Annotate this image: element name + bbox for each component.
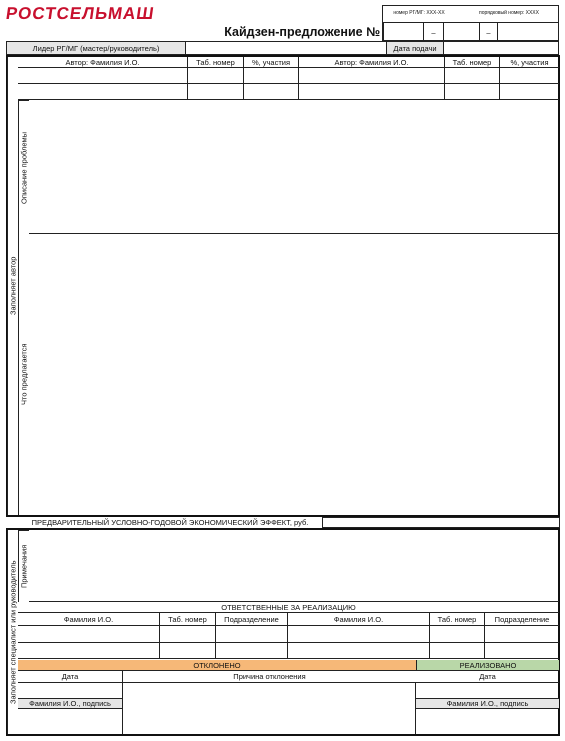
- seq-number-label: порядковый номер: ХХХХ: [479, 10, 539, 16]
- responsible-header-dept-2: Подразделение: [484, 613, 559, 626]
- responsible-row-2[interactable]: [18, 643, 559, 659]
- implemented-signature-label: Фамилия И.О., подпись: [416, 698, 559, 709]
- responsible-row-1[interactable]: [18, 626, 559, 643]
- authors-header-percent-1: %, участия: [243, 57, 298, 68]
- company-logo: РОСТСЕЛЬМАШ: [4, 4, 156, 23]
- authors-divider-4: [444, 68, 445, 100]
- implemented-banner: РЕАЛИЗОВАНО: [416, 660, 559, 671]
- responsible-divider-3: [287, 626, 288, 659]
- rejected-date-field[interactable]: [18, 683, 123, 698]
- seq-number-field[interactable]: [497, 22, 559, 41]
- authors-header-tab-1: Таб. номер: [187, 57, 243, 68]
- economic-effect-label: ПРЕДВАРИТЕЛЬНЫЙ УСЛОВНО-ГОДОВОЙ ЭКОНОМИЧЕСКИЙ ЭФФЕКТ, руб.: [31, 518, 309, 527]
- authors-divider-2: [243, 68, 244, 100]
- rejected-date-label: Дата: [18, 671, 123, 683]
- reg-number-label: номер РГ/МГ: ХХХ-ХХ: [393, 10, 445, 16]
- notes-label: Примечания: [18, 530, 29, 602]
- authors-divider-5: [499, 68, 500, 100]
- reg-number-field-1[interactable]: [383, 22, 423, 41]
- reg-number-field-2[interactable]: [443, 22, 479, 41]
- submission-date-label: Дата подачи: [386, 41, 444, 55]
- authors-row-2[interactable]: [18, 84, 559, 100]
- proposal-label: Что предлагается: [18, 234, 29, 515]
- implemented-date-field[interactable]: [416, 683, 559, 698]
- rejection-reason-label: Причина отклонения: [123, 671, 416, 683]
- proposal-field[interactable]: [29, 234, 559, 515]
- rejected-banner: ОТКЛОНЕНО: [18, 660, 416, 671]
- authors-divider-3: [298, 68, 299, 100]
- filled-by-specialist-label: Заполняет специалист или руководитель: [7, 530, 18, 734]
- responsible-divider-4: [429, 626, 430, 659]
- problem-description-label: Описание проблемы: [18, 100, 29, 234]
- authors-header-name-1: Автор: Фамилия И.О.: [65, 58, 140, 67]
- authors-header-name-2: Автор: Фамилия И.О.: [298, 57, 444, 68]
- responsible-divider-2: [215, 626, 216, 659]
- economic-effect-field[interactable]: [322, 517, 560, 528]
- reg-number-dash: –: [423, 22, 443, 41]
- leader-label: Лидер РГ/МГ (мастер/руководитель): [6, 41, 186, 55]
- authors-header-tab-2: Таб. номер: [444, 57, 499, 68]
- responsible-header-name-1: Фамилия И.О.: [63, 615, 114, 624]
- implemented-signature-field[interactable]: [416, 709, 559, 734]
- authors-divider-1: [187, 68, 188, 100]
- leader-field[interactable]: [186, 41, 386, 55]
- responsible-header-name-2: Фамилия И.О.: [287, 613, 429, 626]
- form-title: Кайдзен-предложение №: [224, 25, 380, 39]
- rejected-signature-field[interactable]: [18, 709, 123, 734]
- filled-by-author-label: Заполняет автор: [7, 57, 18, 515]
- rejection-reason-field[interactable]: [123, 683, 416, 734]
- problem-description-field[interactable]: [29, 100, 559, 234]
- seq-number-dash: –: [479, 22, 497, 41]
- authors-row-1[interactable]: [18, 68, 559, 84]
- authors-header-percent-2: %, участия: [499, 57, 559, 68]
- implemented-date-label: Дата: [416, 671, 559, 683]
- submission-date-field[interactable]: [444, 41, 559, 55]
- rejected-signature-label: Фамилия И.О., подпись: [18, 698, 123, 709]
- responsible-title: ОТВЕТСТВЕННЫЕ ЗА РЕАЛИЗАЦИЮ: [18, 602, 559, 613]
- notes-field[interactable]: [29, 530, 559, 602]
- responsible-divider-5: [484, 626, 485, 659]
- responsible-header-dept-1: Подразделение: [215, 613, 287, 626]
- responsible-divider-1: [159, 626, 160, 659]
- responsible-header-tab-1: Таб. номер: [159, 613, 215, 626]
- responsible-header-tab-2: Таб. номер: [429, 613, 484, 626]
